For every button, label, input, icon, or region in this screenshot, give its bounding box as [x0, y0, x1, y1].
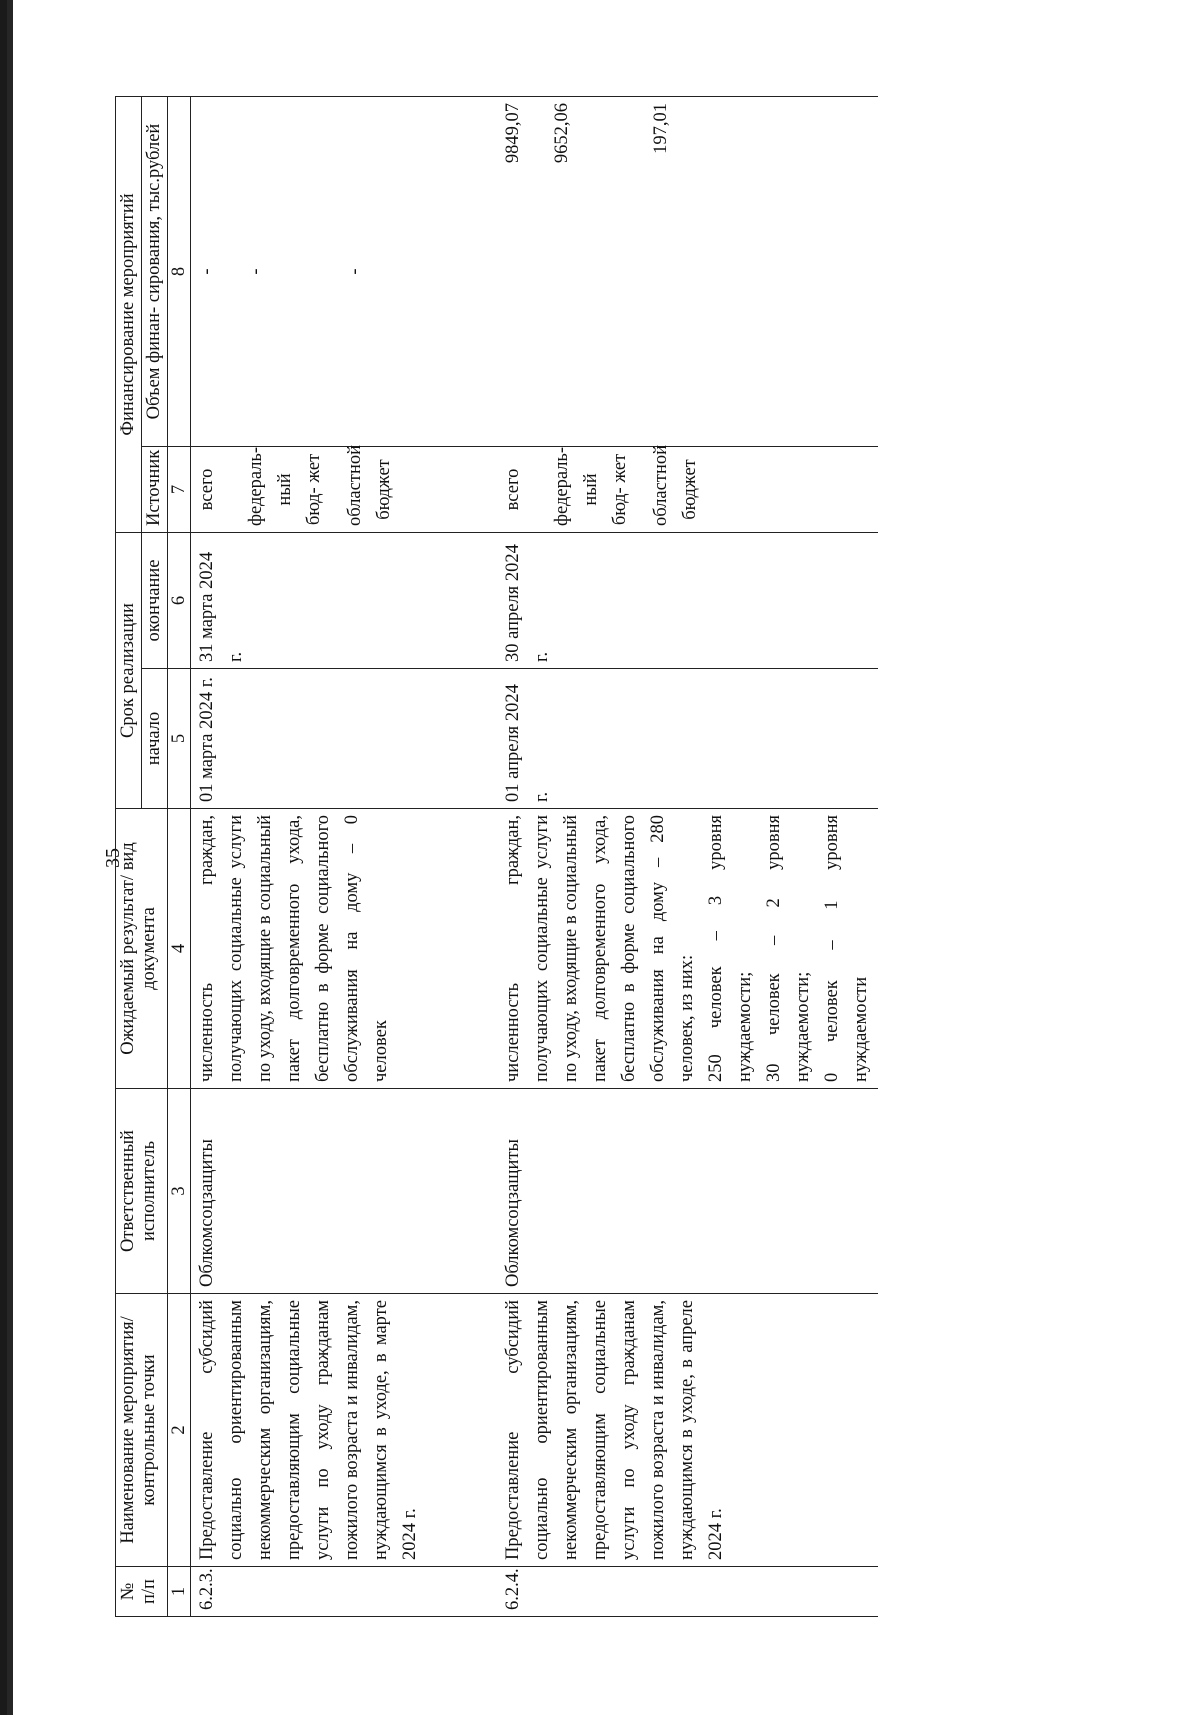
volume-total: 9849,07: [503, 103, 523, 164]
header-result: Ожидаемый результат/ вид документа: [116, 809, 168, 1089]
source-regional: областной бюджет: [651, 445, 700, 526]
expected-result: численность граждан, получающих социальные услуги по уходу, входящие в социальный пакет долговременного ухода, бесплатно в форме социального обслуживания на дому – 0 человек: [191, 809, 428, 1089]
col-number: 6: [168, 533, 191, 669]
source-federal: федераль- ный бюд- жет: [552, 446, 630, 526]
funding-volumes: [191, 97, 428, 447]
col-number: 2: [168, 1294, 191, 1567]
funding-sources: [497, 447, 878, 533]
funding-sources: [191, 447, 428, 533]
rotated-table-container: [115, 97, 1195, 1617]
header-num: № п/п: [116, 1567, 168, 1617]
header-end: окончание: [142, 533, 168, 669]
scan-edge-shadow: [7, 0, 13, 1715]
col-number: 1: [168, 1567, 191, 1617]
volume-total: -: [197, 268, 217, 275]
header-name: Наименование мероприятия/ контрольные точки: [116, 1294, 168, 1567]
executor: Облкомсоцзащиты: [497, 1089, 878, 1294]
source-regional: областной бюджет: [345, 445, 394, 526]
col-number: 5: [168, 669, 191, 809]
row-spacer: [427, 97, 497, 1617]
scan-edge: [0, 0, 7, 1715]
source-total: всего: [197, 468, 217, 511]
end-date: 31 марта 2024 г.: [191, 533, 428, 669]
header-volume: Объем финан- сирования, тыс.рублей: [142, 97, 168, 447]
result-item: 30 человек – 2 уровня нуждаемости;: [764, 815, 813, 1082]
header-start: начало: [142, 669, 168, 809]
table-row: [497, 97, 878, 1617]
result-item: 250 человек – 3 уровня нуждаемости;: [706, 815, 755, 1082]
header-executor: Ответственный исполнитель: [116, 1089, 168, 1294]
header-period: Срок реализации: [116, 533, 142, 809]
header-financing: Финансирование мероприятий: [116, 97, 142, 533]
table-row: [191, 97, 428, 1617]
volume-federal: -: [246, 268, 266, 275]
col-number: 4: [168, 809, 191, 1089]
measures-table: [115, 96, 878, 1617]
col-number: 8: [168, 97, 191, 447]
executor: Облкомсоцзащиты: [191, 1089, 428, 1294]
page-number: 35: [102, 848, 124, 868]
start-date: 01 апреля 2024 г.: [497, 669, 878, 809]
measure-name: Предоставление субсидий социально ориентированным некоммерческим организациям, предоставляющим социальные услуги по уходу гражданам пожилого возраста и инвалидам, нуждающимся в уходе, в марте 2024 г.: [191, 1294, 428, 1567]
result-item: 0 человек – 1 уровня нуждаемости: [822, 815, 871, 1082]
header-source: Источник: [142, 447, 168, 533]
measure-name: Предоставление субсидий социально ориентированным некоммерческим организациям, предоставляющим социальные услуги по уходу гражданам пожилого возраста и инвалидам, нуждающимся в уходе, в апреле 2024 г.: [497, 1294, 878, 1567]
start-date: 01 марта 2024 г.: [191, 669, 428, 809]
row-number: 6.2.4.: [497, 1567, 878, 1617]
expected-result-text: численность граждан, получающих социальные услуги по уходу, входящие в социальный пакет долговременного ухода, бесплатно в форме социального обслуживания на дому – 280 человек, из них:: [503, 815, 697, 1082]
volume-federal: 9652,06: [552, 103, 572, 164]
volume-regional: -: [345, 268, 365, 275]
source-total: всего: [503, 468, 523, 511]
funding-volumes: [497, 97, 878, 447]
expected-result: [497, 809, 878, 1089]
end-date: 30 апреля 2024 г.: [497, 533, 878, 669]
row-number: 6.2.3.: [191, 1567, 428, 1617]
col-number: 7: [168, 447, 191, 533]
volume-regional: 197,01: [651, 103, 671, 154]
col-number: 3: [168, 1089, 191, 1294]
source-federal: федераль- ный бюд- жет: [246, 446, 324, 526]
